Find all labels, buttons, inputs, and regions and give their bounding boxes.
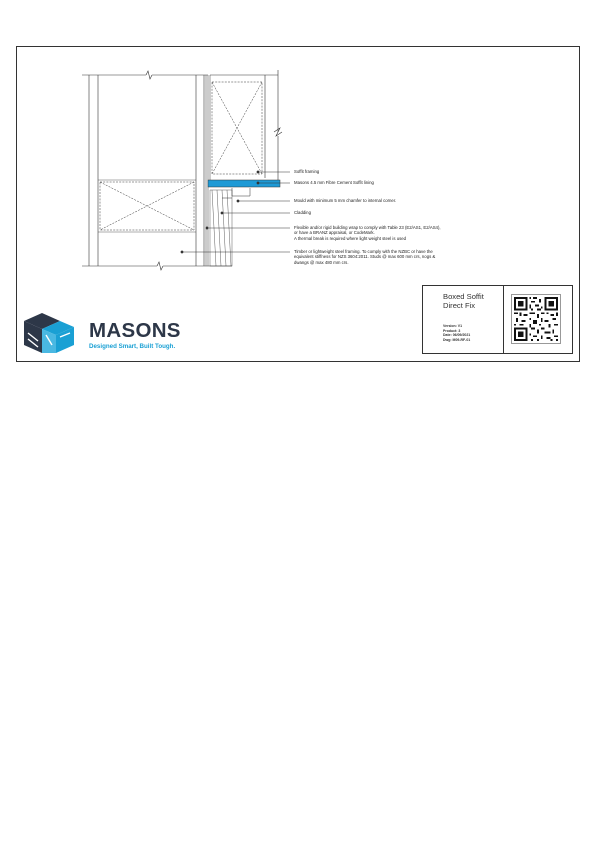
callout-line: Flexible and/or rigid building wrap to comply with Table 23 (E2/AS1, E2/AS4),: [294, 225, 441, 230]
drawing-title: Boxed Soffit Direct Fix: [443, 292, 484, 311]
masons-logo-icon: [22, 311, 76, 355]
callout-cladding: [294, 210, 311, 215]
callout-soffit-framing: [294, 169, 319, 174]
brand-name: MASONS: [89, 319, 181, 342]
callout-line: or have a BRANZ appraisal, or CodeMark.: [294, 230, 375, 236]
meta-version: Version: V1: [443, 324, 463, 328]
wall-framing: [89, 75, 204, 266]
mould-detail: [222, 188, 250, 198]
wall-cladding: [206, 75, 210, 266]
meta-product: Product: 3: [443, 328, 461, 333]
bottom-break-line: [82, 262, 232, 270]
top-break-line: [82, 71, 208, 79]
soffit-lining-board: [208, 180, 280, 187]
soffit-framing-box: [212, 82, 262, 174]
callout-soffit-lining: [294, 180, 374, 185]
callout-line: equivalent stiffness for NZS 3604:2011. Studs @ max 600 mm crs, nogs &: [294, 254, 436, 260]
soffit-frame: [210, 70, 282, 180]
drawing-meta: [443, 324, 470, 342]
callout-framing: [294, 249, 435, 265]
meta-drawing-number: Dwg: M09-RF-01: [443, 337, 471, 342]
lower-framing-box: [100, 182, 194, 230]
callout-line: Timber or lightweight steel framing. To comply with the NZBC or have the: [294, 249, 433, 254]
callout-line: Masons 4.5 mm Fibre Cement Soffit lining: [294, 180, 374, 185]
callout-line: A thermal break is required where light weight steel is used: [294, 235, 407, 241]
brand-tagline: Designed Smart, Built Tough.: [89, 343, 176, 350]
callout-line: Cladding: [294, 210, 311, 215]
callout-line: dwangs @ max 480 mm crs.: [294, 259, 349, 265]
callout-building-wrap: [294, 225, 441, 241]
qr-code-icon[interactable]: [511, 294, 561, 344]
callout-line: Soffit framing: [294, 169, 320, 174]
callout-line: Mould with minimum 5 mm chamfer to internal corner.: [294, 198, 397, 203]
meta-date: Date: 06/09/2021: [443, 333, 471, 337]
callout-chamfer: [294, 198, 396, 203]
title-block-divider: [503, 285, 504, 354]
